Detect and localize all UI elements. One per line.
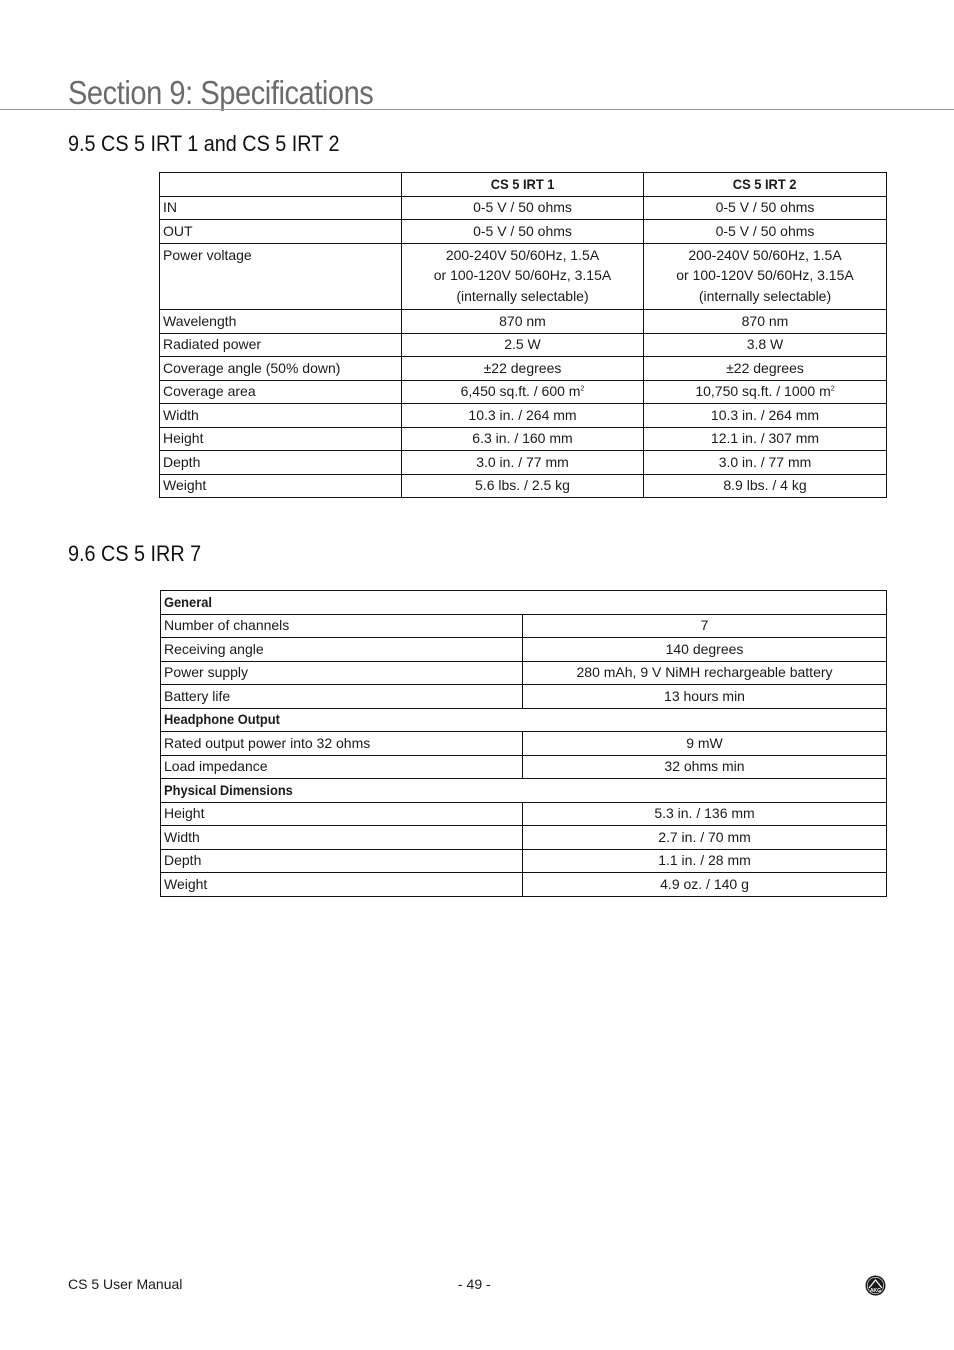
row-label: Coverage area xyxy=(160,380,402,404)
row-label: Receiving angle xyxy=(161,638,523,662)
row-value: 32 ohms min xyxy=(523,755,887,779)
row-value: 140 degrees xyxy=(523,638,887,662)
irt-heading: 9.5 CS 5 IRT 1 and CS 5 IRT 2 xyxy=(68,131,340,156)
table-row xyxy=(160,451,887,475)
row-label: Rated output power into 32 ohms xyxy=(161,732,523,756)
row-label: Weight xyxy=(160,474,402,498)
group-title-headphone-output: Headphone Output xyxy=(161,708,887,732)
row-label: Weight xyxy=(161,873,523,897)
irt2-value: 12.1 in. / 307 mm xyxy=(644,427,887,451)
row-value: 9 mW xyxy=(523,732,887,756)
irt1-value: 3.0 in. / 77 mm xyxy=(402,451,644,475)
row-label: IN xyxy=(160,196,402,220)
logo-text: AKG xyxy=(869,1287,882,1294)
table-row xyxy=(160,427,887,451)
irt-spec-table xyxy=(159,172,887,498)
row-label: Radiated power xyxy=(160,333,402,357)
group-title-general: General xyxy=(161,591,887,615)
table-row xyxy=(160,220,887,244)
table-row xyxy=(160,474,887,498)
table-row xyxy=(161,638,887,662)
row-label: Power voltage xyxy=(160,243,402,310)
irt2-value: 870 nm xyxy=(644,310,887,334)
table-row xyxy=(161,849,887,873)
table-row xyxy=(160,196,887,220)
irr-spec-table xyxy=(160,590,887,897)
irt2-power-line-3: (internally selectable) xyxy=(698,287,832,304)
table-row xyxy=(161,826,887,850)
row-label: Height xyxy=(160,427,402,451)
row-label: Depth xyxy=(160,451,402,475)
irt2-value xyxy=(644,243,887,310)
table-row xyxy=(160,333,887,357)
row-value: 13 hours min xyxy=(523,685,887,709)
title-rule xyxy=(0,109,954,110)
row-value: 280 mAh, 9 V NiMH rechargeable battery xyxy=(523,661,887,685)
table-row xyxy=(161,802,887,826)
table-row xyxy=(161,755,887,779)
table-row xyxy=(161,732,887,756)
table-row xyxy=(160,357,887,381)
group-title-physical-dimensions: Physical Dimensions xyxy=(161,779,887,803)
irt1-value: 0-5 V / 50 ohms xyxy=(402,220,644,244)
irt2-value: 10.3 in. / 264 mm xyxy=(644,404,887,428)
row-value: 1.1 in. / 28 mm xyxy=(523,849,887,873)
table-row xyxy=(161,614,887,638)
irt2-value: 3.8 W xyxy=(644,333,887,357)
row-value: 4.9 oz. / 140 g xyxy=(523,873,887,897)
group-header-row xyxy=(161,591,887,615)
row-value: 7 xyxy=(523,614,887,638)
table-row xyxy=(161,661,887,685)
table-row xyxy=(161,873,887,897)
irt1-value: 6.3 in. / 160 mm xyxy=(402,427,644,451)
header-cell-irt1: CS 5 IRT 1 xyxy=(402,173,644,197)
section-title: Section 9: Specifications xyxy=(68,74,374,111)
irt1-power-line-2: or 100-120V 50/60Hz, 3.15A xyxy=(433,267,612,283)
table-row xyxy=(160,310,887,334)
irt1-value: 0-5 V / 50 ohms xyxy=(402,196,644,220)
akg-logo-icon xyxy=(865,1275,886,1296)
irt1-value: 2.5 W xyxy=(402,333,644,357)
irt2-value xyxy=(644,380,887,404)
irt1-value xyxy=(402,243,644,310)
irt1-value: ±22 degrees xyxy=(402,357,644,381)
irt2-power-line-1: 200-240V 50/60Hz, 1.5A xyxy=(688,246,842,263)
row-label: Number of channels xyxy=(161,614,523,638)
irt1-value: 10.3 in. / 264 mm xyxy=(402,404,644,428)
row-label: Width xyxy=(161,826,523,850)
irt2-value: ±22 degrees xyxy=(644,357,887,381)
irr-heading: 9.6 CS 5 IRR 7 xyxy=(68,541,202,566)
irt2-power-line-2: or 100-120V 50/60Hz, 3.15A xyxy=(676,267,854,283)
group-header-row xyxy=(161,779,887,803)
row-label: Coverage angle (50% down) xyxy=(160,357,402,381)
table-row xyxy=(160,243,887,310)
header-cell-irt2: CS 5 IRT 2 xyxy=(644,173,887,197)
table-row xyxy=(160,404,887,428)
irt1-value: 870 nm xyxy=(402,310,644,334)
row-label: OUT xyxy=(160,220,402,244)
group-header-row xyxy=(161,708,887,732)
row-value: 2.7 in. / 70 mm xyxy=(523,826,887,850)
irt2-value: 0-5 V / 50 ohms xyxy=(644,196,887,220)
row-label: Battery life xyxy=(161,685,523,709)
footer-page-number: - 49 - xyxy=(458,1276,491,1292)
row-label: Load impedance xyxy=(161,755,523,779)
irt2-value: 8.9 lbs. / 4 kg xyxy=(644,474,887,498)
row-value: 5.3 in. / 136 mm xyxy=(523,802,887,826)
table-row xyxy=(160,380,887,404)
row-label: Wavelength xyxy=(160,310,402,334)
footer-manual-title: CS 5 User Manual xyxy=(68,1276,183,1292)
row-label: Width xyxy=(160,404,402,428)
row-label: Power supply xyxy=(161,661,523,685)
irt1-area-text: 6,450 sq.ft. / 600 m xyxy=(460,383,581,400)
table-header-row xyxy=(160,173,887,197)
table-row xyxy=(161,685,887,709)
irt1-power-line-3: (internally selectable) xyxy=(456,287,589,304)
row-label: Depth xyxy=(161,849,523,873)
irt1-value xyxy=(402,380,644,404)
irt2-area-sup: 2 xyxy=(830,385,835,393)
row-label: Height xyxy=(161,802,523,826)
irt2-value: 0-5 V / 50 ohms xyxy=(644,220,887,244)
irt2-area-text: 10,750 sq.ft. / 1000 m xyxy=(695,383,831,400)
irt1-value: 5.6 lbs. / 2.5 kg xyxy=(402,474,644,498)
irt1-area-sup: 2 xyxy=(580,385,585,393)
irt2-value: 3.0 in. / 77 mm xyxy=(644,451,887,475)
irt1-power-line-1: 200-240V 50/60Hz, 1.5A xyxy=(445,246,600,263)
header-cell-blank xyxy=(160,173,402,197)
